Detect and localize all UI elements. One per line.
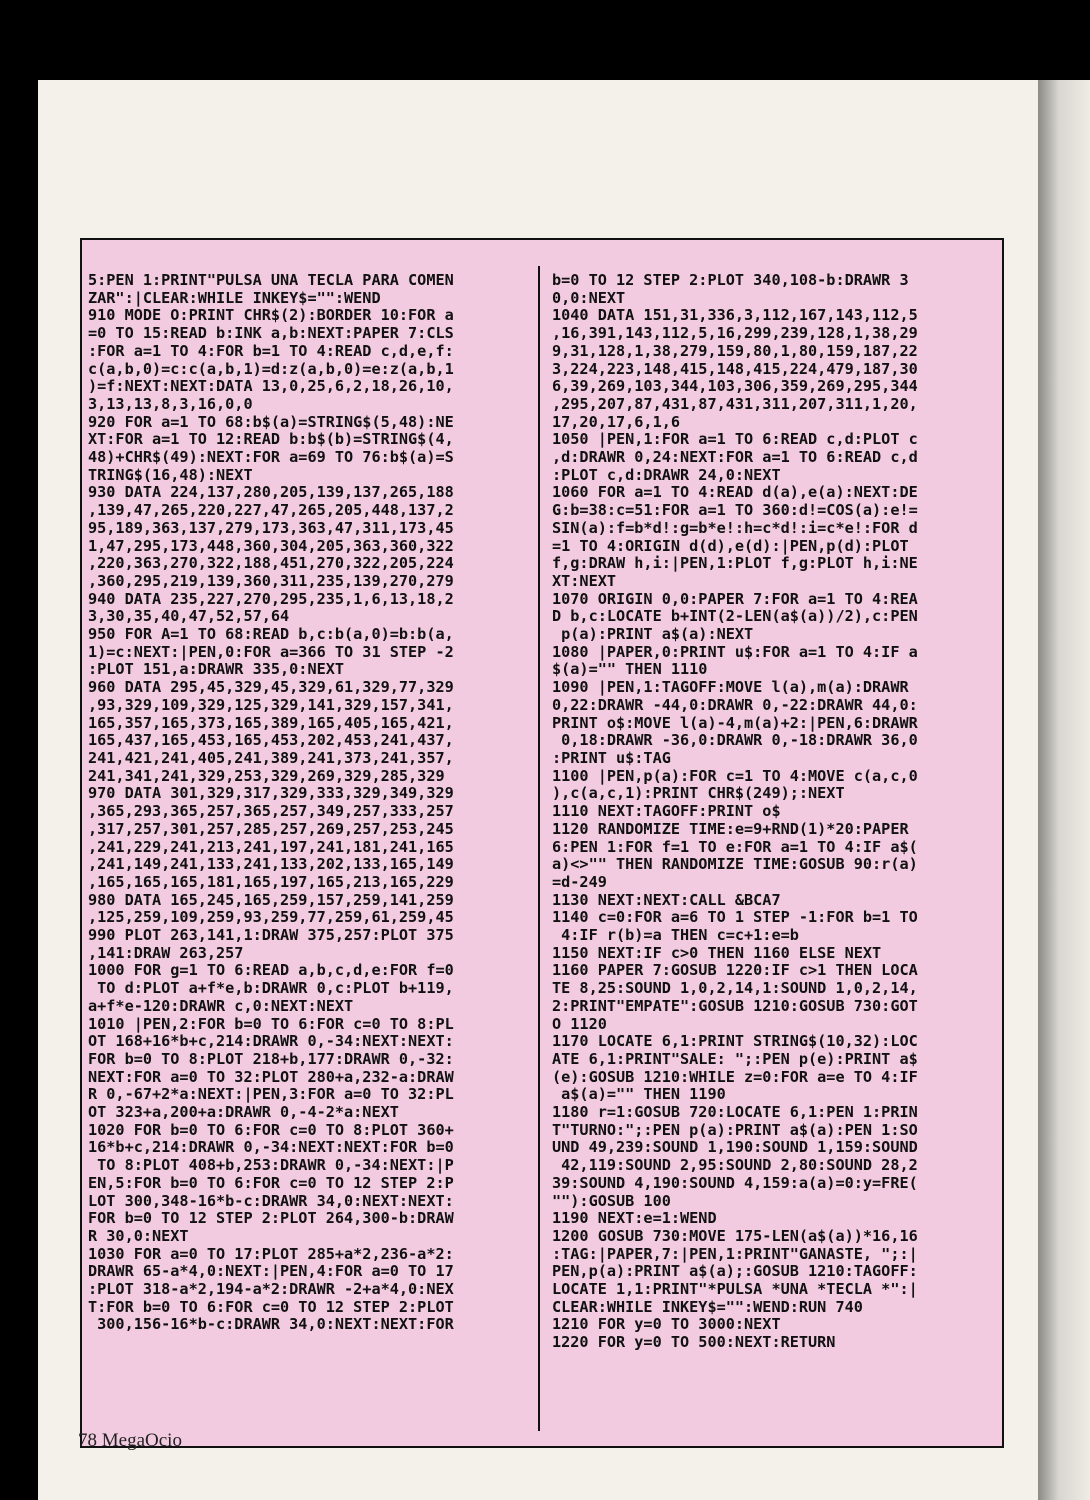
page-footer: 78 MegaOcio (78, 1430, 182, 1451)
column-divider (538, 266, 540, 1431)
page-spine-shadow (1038, 80, 1090, 1500)
basic-listing-box (80, 238, 1004, 1448)
listing-left-column: 5:PEN 1:PRINT"PULSA UNA TECLA PARA COMEN ZAR":|CLEAR:WHILE INKEY$="":WEND 910 MODE O:PRINT CHR$(2):BORDER 10:FOR a =0 TO 15:READ b:INK a,b:NEXT:PAPER 7:CLS :FOR a=1 TO 4:FOR b=1 TO 4:READ c,d,e,f: c(a,b,0)=c:c(a,b,1)=d:z(a,b,0)=e:z(a,b,1 )=f:NEXT:NEXT:DATA 13,0,25,6,2,18,26,10, 3,13,13,8,3,16,0,0 920 FOR a=1 TO 68:b$(a)=STRING$(5,48):NE XT:FOR a=1 TO 12:READ b:b$(b)=STRING$(4, 48)+CHR$(49):NEXT:FOR a=69 TO 76:b$(a)=S TRING$(16,48):NEXT 930 DATA 224,137,280,205,139,137,265,188 ,139,47,265,220,227,47,265,205,448,137,2 95,189,363,137,279,173,363,47,311,173,45 1,47,295,173,448,360,304,205,363,360,322 ,220,363,270,322,188,451,270,322,205,224 ,360,295,219,139,360,311,235,139,270,279 940 DATA 235,227,270,295,235,1,6,13,18,2 3,30,35,40,47,52,57,64 950 FOR A=1 TO 68:READ b,c:b(a,0)=b:b(a, 1)=c:NEXT:|PEN,0:FOR a=366 TO 31 STEP -2 :PLOT 151,a:DRAWR 335,0:NEXT 960 DATA 295,45,329,45,329,61,329,77,329 ,93,329,109,329,125,329,141,329,157,341, 165,357,165,373,165,389,165,405,165,421, 165,437,165,453,165,453,202,453,241,437, 241,421,241,405,241,389,241,373,241,357, 241,341,241,329,253,329,269,329,285,329 970 DATA 301,329,317,329,333,329,349,329 ,365,293,365,257,365,257,349,257,333,257 ,317,257,301,257,285,257,269,257,253,245 ,241,229,241,213,241,197,241,181,241,165 ,241,149,241,133,241,133,202,133,165,149 ,165,165,165,181,165,197,165,213,165,229 980 DATA 165,245,165,259,157,259,141,259 ,125,259,109,259,93,259,77,259,61,259,45 990 PLOT 263,141,1:DRAW 375,257:PLOT 375 ,141:DRAW 263,257 1000 FOR g=1 TO 6:READ a,b,c,d,e:FOR f=0 TO d:PLOT a+f*e,b:DRAWR 0,c:PLOT b+119, a+f*e-120:DRAWR c,0:NEXT:NEXT 1010 |PEN,2:FOR b=0 TO 6:FOR c=0 TO 8:PL OT 168+16*b+c,214:DRAWR 0,-34:NEXT:NEXT: FOR b=0 TO 8:PLOT 218+b,177:DRAWR 0,-32: NEXT:FOR a=0 TO 32:PLOT 280+a,232-a:DRAW R 0,-67+2*a:NEXT:|PEN,3:FOR a=0 TO 32:PL OT 323+a,200+a:DRAWR 0,-4-2*a:NEXT 1020 FOR b=0 TO 6:FOR c=0 TO 8:PLOT 360+ 16*b+c,214:DRAWR 0,-34:NEXT:NEXT:FOR b=0 TO 8:PLOT 408+b,253:DRAWR 0,-34:NEXT:|P EN,5:FOR b=0 TO 6:FOR c=0 TO 12 STEP 2:P LOT 300,348-16*b-c:DRAWR 34,0:NEXT:NEXT: FOR b=0 TO 12 STEP 2:PLOT 264,300-b:DRAW R 30,0:NEXT 1030 FOR a=0 TO 17:PLOT 285+a*2,236-a*2: DRAWR 65-a*4,0:NEXT:|PEN,4:FOR a=0 TO 17 :PLOT 318-a*2,194-a*2:DRAWR -2+a*4,0:NEX T:FOR b=0 TO 6:FOR c=0 TO 12 STEP 2:PLOT 300,156-16*b-c:DRAWR 34,0:NEXT:NEXT:FOR (88, 271, 454, 1334)
listing-right-column: b=0 TO 12 STEP 2:PLOT 340,108-b:DRAWR 3 0,0:NEXT 1040 DATA 151,31,336,3,112,167,143,112,5 ,16,391,143,112,5,16,299,239,128,1,38,29 9,31,128,1,38,279,159,80,1,80,159,187,22 3,224,223,148,415,148,415,224,479,187,30 6,39,269,103,344,103,306,359,269,295,344 ,295,207,87,431,87,431,311,207,311,1,20, 17,20,17,6,1,6 1050 |PEN,1:FOR a=1 TO 6:READ c,d:PLOT c ,d:DRAWR 0,24:NEXT:FOR a=1 TO 6:READ c,d :PLOT c,d:DRAWR 24,0:NEXT 1060 FOR a=1 TO 4:READ d(a),e(a):NEXT:DE G:b=38:c=51:FOR a=1 TO 360:d!=COS(a):e!= SIN(a):f=b*d!:g=b*e!:h=c*d!:i=c*e!:FOR d =1 TO 4:ORIGIN d(d),e(d):|PEN,p(d):PLOT f,g:DRAW h,i:|PEN,1:PLOT f,g:PLOT h,i:NE XT:NEXT 1070 ORIGIN 0,0:PAPER 7:FOR a=1 TO 4:REA D b,c:LOCATE b+INT(2-LEN(a$(a))/2),c:PEN p(a):PRINT a$(a):NEXT 1080 |PAPER,0:PRINT u$:FOR a=1 TO 4:IF a $(a)="" THEN 1110 1090 |PEN,1:TAGOFF:MOVE l(a),m(a):DRAWR 0,22:DRAWR -44,0:DRAWR 0,-22:DRAWR 44,0: PRINT o$:MOVE l(a)-4,m(a)+2:|PEN,6:DRAWR 0,18:DRAWR -36,0:DRAWR 0,-18:DRAWR 36,0 :PRINT u$:TAG 1100 |PEN,p(a):FOR c=1 TO 4:MOVE c(a,c,0 ),c(a,c,1):PRINT CHR$(249);:NEXT 1110 NEXT:TAGOFF:PRINT o$ 1120 RANDOMIZE TIME:e=9+RND(1)*20:PAPER 6:PEN 1:FOR f=1 TO e:FOR a=1 TO 4:IF a$( a)<>"" THEN RANDOMIZE TIME:GOSUB 90:r(a) =d-249 1130 NEXT:NEXT:CALL &BCA7 1140 c=0:FOR a=6 TO 1 STEP -1:FOR b=1 TO 4:IF r(b)=a THEN c=c+1:e=b 1150 NEXT:IF c>0 THEN 1160 ELSE NEXT 1160 PAPER 7:GOSUB 1220:IF c>1 THEN LOCA TE 8,25:SOUND 1,0,2,14,1:SOUND 1,0,2,14, 2:PRINT"EMPATE":GOSUB 1210:GOSUB 730:GOT O 1120 1170 LOCATE 6,1:PRINT STRING$(10,32):LOC ATE 6,1:PRINT"SALE: ";:PEN p(e):PRINT a$ (e):GOSUB 1210:WHILE z=0:FOR a=e TO 4:IF a$(a)="" THEN 1190 1180 r=1:GOSUB 720:LOCATE 6,1:PEN 1:PRIN T"TURNO:";:PEN p(a):PRINT a$(a):PEN 1:SO UND 49,239:SOUND 1,190:SOUND 1,159:SOUND 42,119:SOUND 2,95:SOUND 2,80:SOUND 28,2 39:SOUND 4,190:SOUND 4,159:a(a)=0:y=FRE( ""):GOSUB 100 1190 NEXT:e=1:WEND 1200 GOSUB 730:MOVE 175-LEN(a$(a))*16,16 :TAG:|PAPER,7:|PEN,1:PRINT"GANASTE, ";:| PEN,p(a):PRINT a$(a);:GOSUB 1210:TAGOFF: LOCATE 1,1:PRINT"*PULSA *UNA *TECLA *":| CLEAR:WHILE INKEY$="":WEND:RUN 740 1210 FOR y=0 TO 3000:NEXT 1220 FOR y=0 TO 500:NEXT:RETURN (552, 271, 918, 1352)
